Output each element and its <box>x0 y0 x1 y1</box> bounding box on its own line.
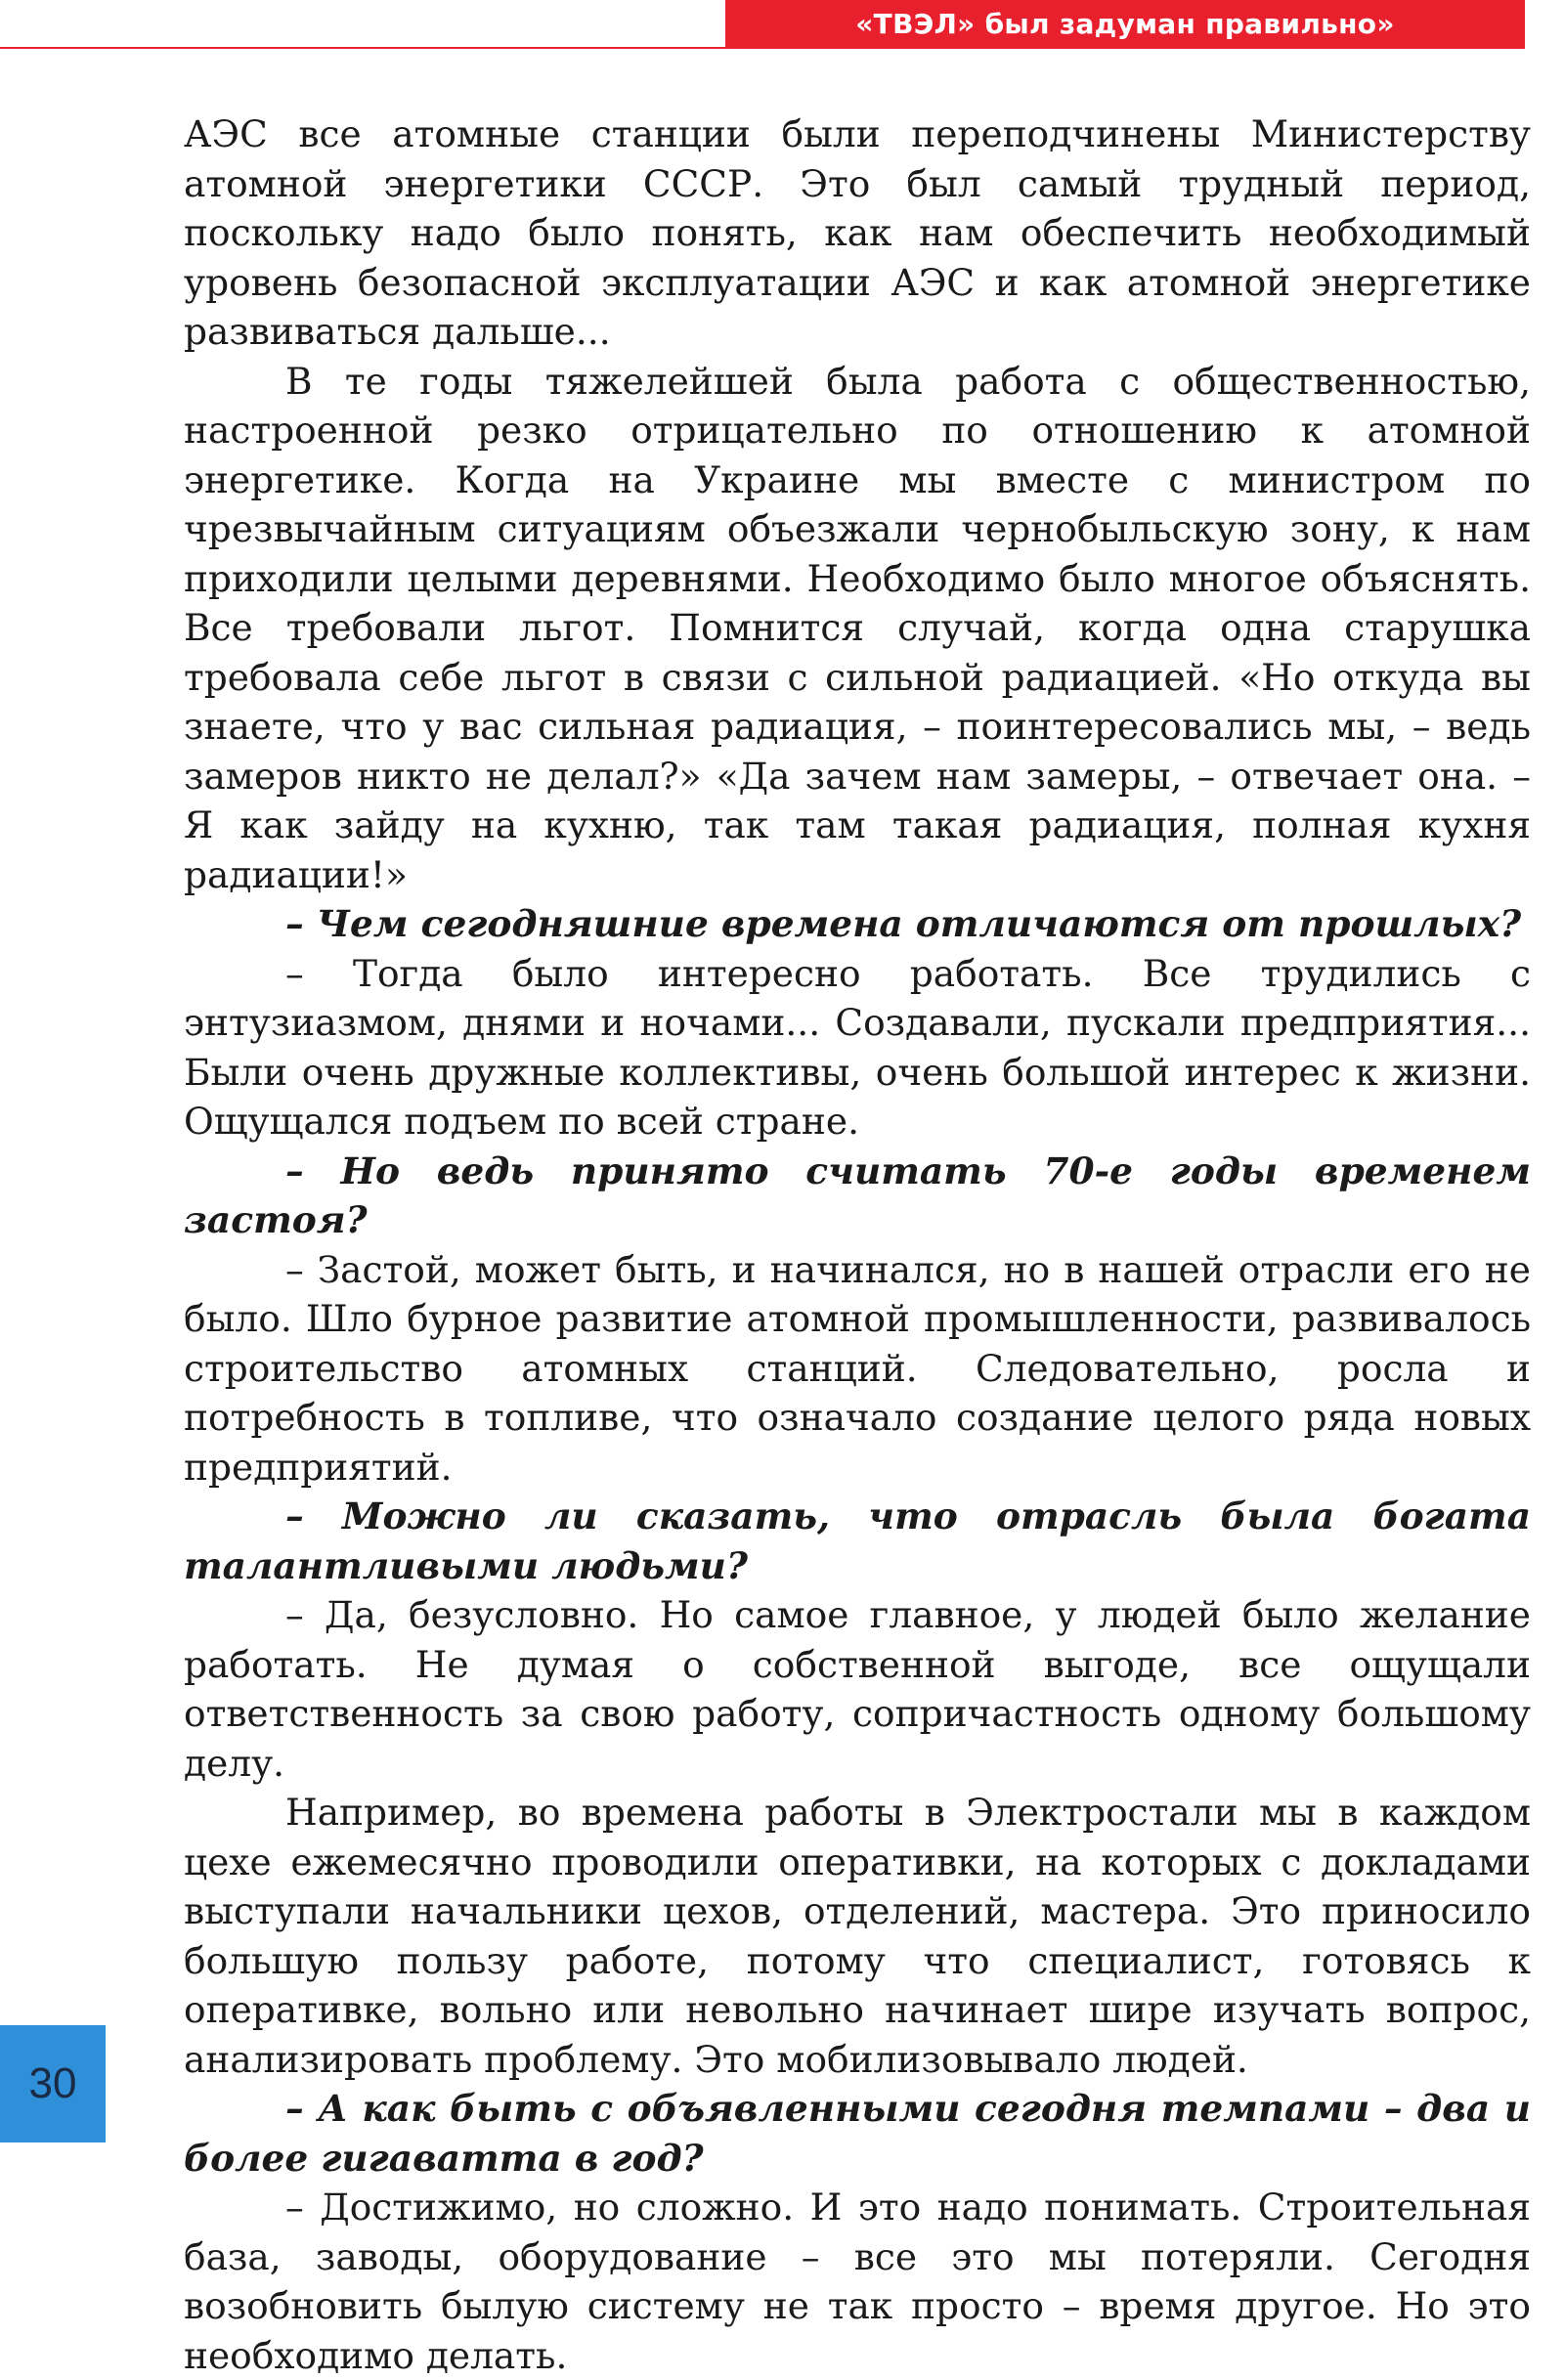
interview-question: – А как быть с объявленными сегодня темпами – два и более гигаватта в год? <box>184 2087 1531 2180</box>
paragraph: В те годы тяжелейшей была работа с общественностью, настроенной резко отрицательно по отношению к атомной энергетике. Когда на Украине мы вместе с министром по чрезвычайным ситуациям объезжали чернобыльскую зону, к нам приходили целыми деревнями. Необходимо было многое объяснять. Все требовали льгот. Помнится случай, когда одна старушка требовала себе льгот в связи с сильной радиацией. «Но откуда вы знаете, что у вас сильная радиация, – поинтересовались мы, – ведь замеров никто не делал?» «Да зачем нам замеры, – отвечает она. – Я как зайду на кухню, так там такая радиация, полная кухня радиации!» <box>184 359 1531 896</box>
running-header: «ТВЭЛ» был задуман правильно» <box>725 0 1525 49</box>
interview-question: – Можно ли сказать, что отрасль была богата талантливыми людьми? <box>184 1494 1531 1587</box>
paragraph: Например, во времена работы в Электростали мы в каждом цехе ежемесячно проводили оперативки, на которых с докладами выступали начальники цехов, отделений, мастера. Это приносило большую пользу работе, потому что специалист, готовясь к оперативке, вольно или невольно начинает шире изучать вопрос, анализировать проблему. Это мобилизовывало людей. <box>184 1791 1531 2081</box>
interview-answer: – Достижимо, но сложно. И это надо понимать. Строительная база, заводы, оборудование – все это мы потеряли. Сегодня возобновить былую систему не так просто – время другое. Но это необходимо делать. <box>184 2185 1531 2377</box>
header-rule <box>0 47 725 49</box>
interview-answer: – Застой, может быть, и начинался, но в нашей отрасли его не было. Шло бурное развитие атомной промышленности, развивалось строительство атомных станций. Следовательно, росла и потребность в топливе, что означало создание целого ряда новых предприятий. <box>184 1247 1531 1489</box>
paragraph: АЭС все атомные станции были переподчинены Министерству атомной энергетики СССР. Это был самый трудный период, поскольку надо было понять, как нам обеспечить необходимый уровень безопасной эксплуатации АЭС и как атомной энергетике развиваться дальше... <box>184 112 1531 353</box>
interview-answer: – Да, безусловно. Но самое главное, у людей было желание работать. Не думая о собственной выгоде, все ощущали ответственность за свою работу, сопричастность одному большому делу. <box>184 1593 1531 1785</box>
article-body <box>184 109 1531 2380</box>
page-number: 30 <box>0 2025 106 2142</box>
interview-question: – Чем сегодняшние времена отличаются от прошлых? <box>285 902 1522 945</box>
interview-question: – Но ведь принято считать 70-е годы временем застоя? <box>184 1148 1531 1241</box>
interview-answer: – Тогда было интересно работать. Все трудились с энтузиазмом, днями и ночами... Создавали, пускали предприятия... Были очень дружные коллективы, очень большой интерес к жизни. Ощущался подъем по всей стране. <box>184 951 1531 1143</box>
